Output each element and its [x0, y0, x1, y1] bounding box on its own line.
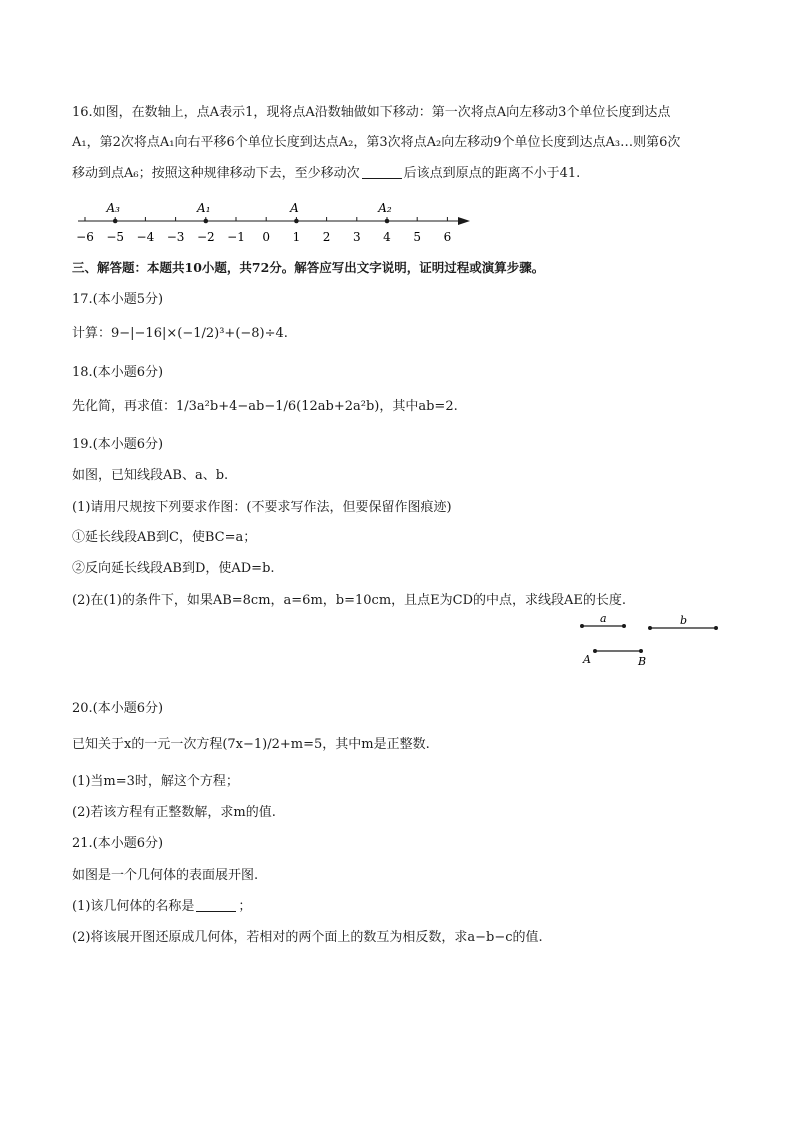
q21-line-3: (2)将该展开图还原成几何体，若相对的两个面上的数互为相反数，求a−b−c的值. [72, 930, 543, 945]
q17-header: 17.(本小题5分) [72, 292, 164, 307]
number-line-point-label: A₁ [197, 201, 211, 215]
section-3-title: 三、解答题：本题共10小题，共72分。解答应写出文字说明，证明过程或演算步骤。 [72, 260, 545, 275]
q18-body [72, 398, 458, 416]
q20-line-2: (1)当m=3时，解这个方程； [72, 774, 239, 789]
q16-line-3 [72, 165, 580, 183]
number-line-point [204, 219, 209, 224]
number-line-point-label: A₂ [378, 201, 392, 215]
segments-figure [574, 608, 724, 670]
q19-line-5: (2)在(1)的条件下，如果AB=8cm，a=6m，b=10cm，且点E为CD的中点，求线段AE的长度. [72, 593, 627, 608]
q19-line-1: 如图，已知线段AB、a、b. [72, 468, 229, 483]
q16-line-1: 16.如图，在数轴上，点A表示1，现将点A沿数轴做如下移动：第一次将点A向左移动3个单位长度到达点 [72, 105, 671, 120]
q17-expression: 计算：9−|−16|×(−1/2)³+(−8)÷4. [72, 326, 288, 341]
number-line-tick-label: −1 [227, 230, 245, 244]
q16-line-3a: 移动到点A₆；按照这种规律移动下去，至少移动次 [72, 166, 360, 181]
q19-line-3: ①延长线段AB到C，使BC=a； [72, 530, 257, 545]
q18-expression: 先化简，再求值：1/3a²b+4−ab−1/6(12ab+2a²b)，其中ab=2. [72, 399, 458, 414]
number-line-tick-label: 3 [352, 230, 361, 244]
number-line-point [113, 219, 118, 224]
answer-blank [362, 166, 402, 179]
number-line-arrow [458, 217, 470, 225]
q16-line-2: A₁，第2次将点A₁向右平移6个单位长度到达点A₂，第3次将点A₂向左移动9个单位长度到达点A₃…则第6次 [72, 135, 681, 150]
number-line-point [385, 219, 390, 224]
q21-line-2b: ； [238, 899, 252, 914]
number-line-tick-label: 0 [262, 230, 271, 244]
q19-line-4: ②反向延长线段AB到D，使AD=b. [72, 561, 275, 576]
q16-line-3b: 后该点到原点的距离不小于41. [403, 166, 581, 181]
number-line-tick-label: 4 [383, 230, 391, 244]
number-line-point-label: A [290, 201, 299, 215]
q21-line-1: 如图是一个几何体的表面展开图. [72, 868, 259, 883]
point-a-label: A [583, 653, 591, 666]
number-line-point-label: A₃ [106, 201, 120, 215]
q20-header: 20.(本小题6分) [72, 701, 164, 716]
segment-b-label: b [680, 614, 688, 627]
number-line-figure [70, 196, 480, 248]
number-line-tick-label: 5 [413, 230, 422, 244]
answer-blank [196, 899, 236, 912]
number-line-tick-label: −6 [76, 230, 94, 244]
q21-line-2a: (1)该几何体的名称是 [72, 899, 195, 914]
q20-line-3: (2)若该方程有正整数解，求m的值. [72, 805, 276, 820]
number-line-tick-label: 6 [443, 230, 452, 244]
number-line-tick-label: 2 [322, 230, 331, 244]
q21-line-2 [72, 898, 251, 916]
q21-header: 21.(本小题6分) [72, 836, 164, 851]
number-line-tick-label: −2 [196, 230, 215, 244]
q20-line-1: 已知关于x的一元一次方程(7x−1)/2+m=5，其中m是正整数. [72, 737, 430, 752]
q19-line-2: (1)请用尺规按下列要求作图：(不要求写作法，但要保留作图痕迹) [72, 500, 452, 515]
q18-header: 18.(本小题6分) [72, 365, 164, 380]
number-line-tick-label: 1 [292, 230, 301, 244]
number-line-tick-label: −3 [166, 230, 185, 244]
point-b-label: B [638, 655, 647, 668]
number-line-tick-label: −5 [106, 230, 125, 244]
q17-body [72, 325, 288, 343]
segment-a-label: a [600, 612, 607, 625]
q19-header: 19.(本小题6分) [72, 437, 164, 452]
number-line-tick-label: −4 [136, 230, 155, 244]
number-line-point [294, 219, 299, 224]
